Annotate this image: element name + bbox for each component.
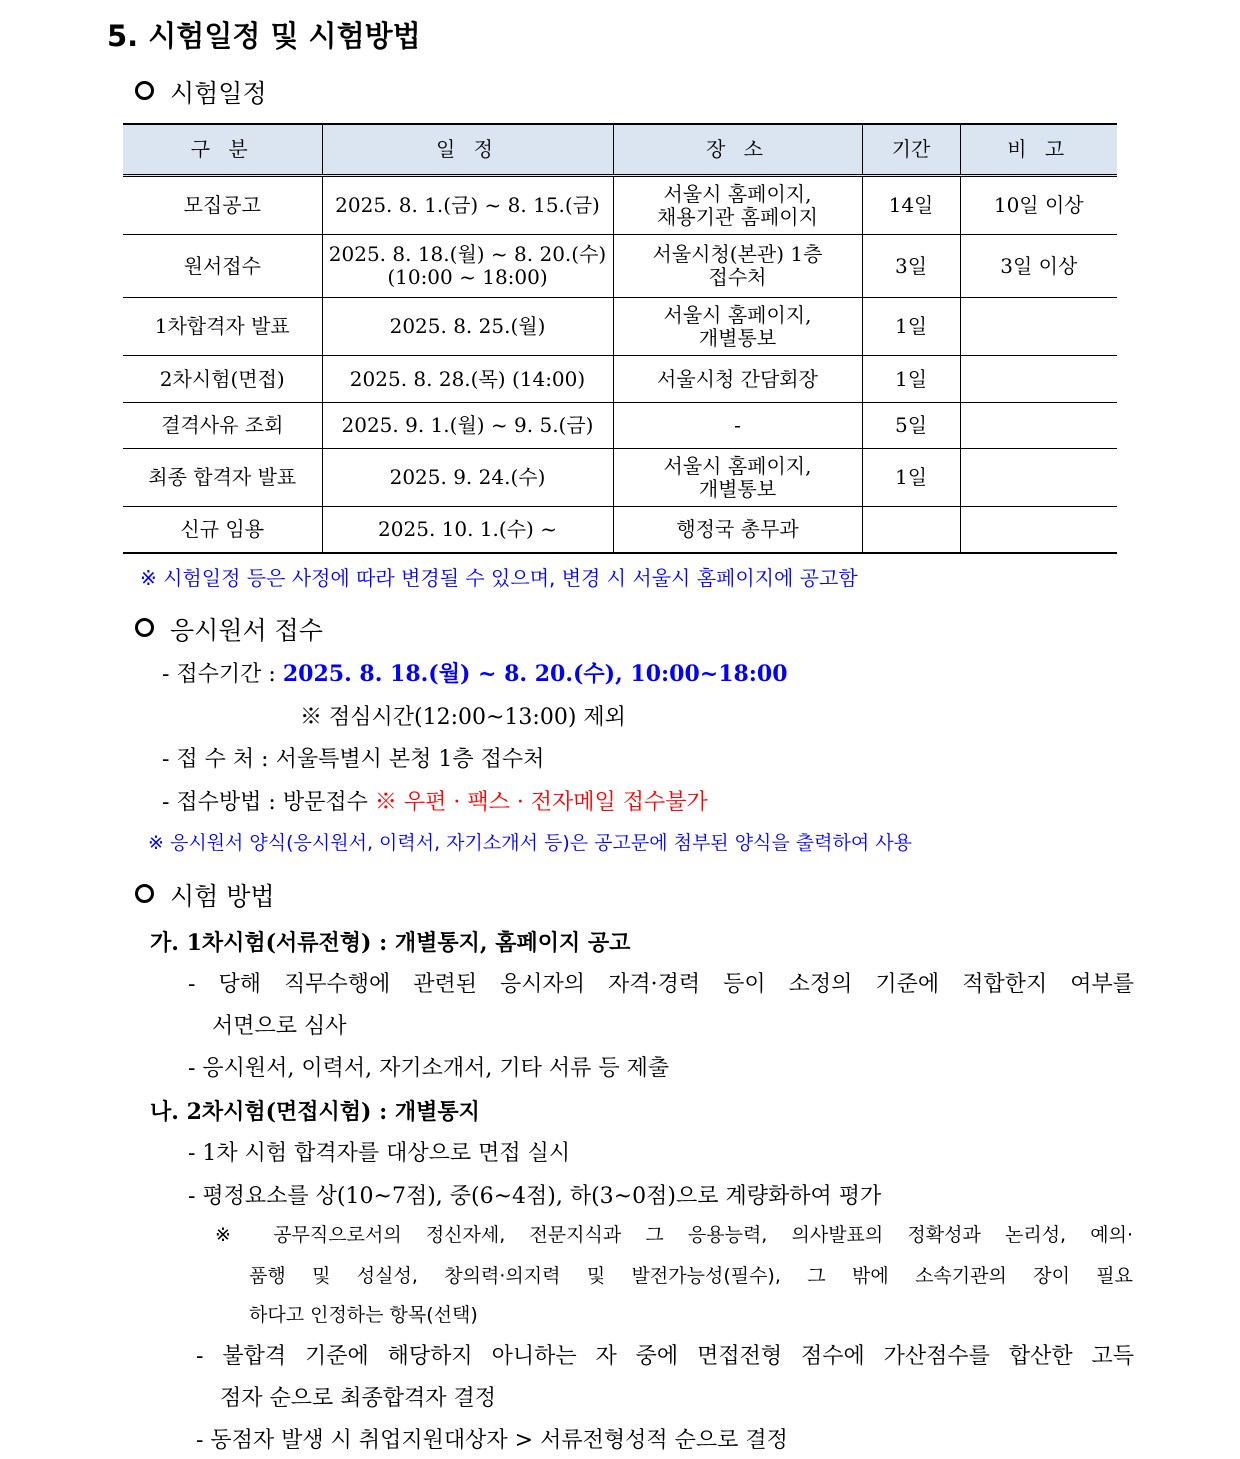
table-row [123,507,1117,553]
evaluation-note-cont2: 하다고 인정하는 항목(선택) [249,1304,478,1326]
cell-category: 원서접수 [123,235,322,298]
cell-place: 서울시 홈페이지, 개별통보 [613,298,862,356]
cell-category: 결격사유 조회 [123,403,322,449]
cell-place: 서울시청 간담회장 [613,356,862,403]
cell-category: 신규 임용 [123,507,322,553]
cell-date: 2025. 8. 28.(목) (14:00) [322,356,613,403]
cell-note: 10일 이상 [960,176,1117,235]
cell-period: 1일 [862,356,960,403]
table-row [123,356,1117,403]
cell-category: 2차시험(면접) [123,356,322,403]
second-exam-item2: - 평정요소를 상(10~7점), 중(6~4점), 하(3~0점)으로 계량화하여 평가 [188,1184,882,1209]
cell-period [862,507,960,553]
circle-bullet-icon [135,618,154,637]
cell-period: 3일 [862,235,960,298]
first-exam-title: 가. 1차시험(서류전형) : 개별통지, 홈페이지 공고 [150,930,631,956]
cell-note [960,507,1117,553]
application-period-value: 2025. 8. 18.(월) ~ 8. 20.(수), 10:00~18:00 [282,661,788,687]
evaluation-note-cont1: 품행 및 성실성, 창의력·의지력 및 발전가능성(필수), 그 밖에 소속기관의 장이 필요 [249,1265,1133,1287]
second-exam-item4: - 동점자 발생 시 취업지원대상자 > 서류전형성적 순으로 결정 [196,1428,788,1453]
cell-date: 2025. 8. 1.(금) ~ 8. 15.(금) [322,176,613,235]
application-heading: 응시원서 접수 [135,611,323,647]
cell-period: 1일 [862,449,960,507]
first-exam-item1-cont: 서면으로 심사 [212,1014,347,1039]
section-title: 5. 시험일정 및 시험방법 [107,19,421,53]
table-row [123,449,1117,507]
cell-date: 2025. 9. 1.(월) ~ 9. 5.(금) [322,403,613,449]
circle-bullet-icon [135,81,154,100]
cell-date: 2025. 9. 24.(수) [322,449,613,507]
cell-place: - [613,403,862,449]
evaluation-note: ※ 공무직으로서의 정신자세, 전문지식과 그 응용능력, 의사발표의 정확성과 논리성, 예의· [215,1224,1133,1246]
application-place: - 접 수 처 : 서울특별시 본청 1층 접수처 [162,747,545,772]
table-row [123,176,1117,235]
second-exam-item1: - 1차 시험 합격자를 대상으로 면접 실시 [188,1141,571,1166]
schedule-change-note: ※ 시험일정 등은 사정에 따라 변경될 수 있으며, 변경 시 서울시 홈페이지에 공고함 [140,566,858,590]
cell-note: 3일 이상 [960,235,1117,298]
header-place: 장 소 [613,124,862,176]
cell-place: 서울시청(본관) 1층 접수처 [613,235,862,298]
second-exam-item3: - 불합격 기준에 해당하지 아니하는 자 중에 면접전형 점수에 가산점수를 합산한 고득 [196,1344,1134,1369]
cell-date: 2025. 8. 25.(월) [322,298,613,356]
circle-bullet-icon [135,884,154,903]
table-row [123,298,1117,356]
cell-note [960,356,1117,403]
cell-period: 1일 [862,298,960,356]
second-exam-title: 나. 2차시험(면접시험) : 개별통지 [150,1099,480,1125]
form-note: ※ 응시원서 양식(응시원서, 이력서, 자기소개서 등)은 공고문에 첨부된 양식을 출력하여 사용 [148,832,912,854]
header-date: 일 정 [322,124,613,176]
method-warning: ※ 우편 · 팩스 · 전자메일 접수불가 [374,790,708,815]
cell-note [960,298,1117,356]
cell-place: 행정국 총무과 [613,507,862,553]
header-period: 기간 [862,124,960,176]
cell-place: 서울시 홈페이지, 개별통보 [613,449,862,507]
cell-category: 최종 합격자 발표 [123,449,322,507]
cell-period: 5일 [862,403,960,449]
method-heading: 시험 방법 [135,877,275,913]
header-category: 구 분 [123,124,322,176]
table-row [123,403,1117,449]
cell-note [960,449,1117,507]
second-exam-item3-cont: 점자 순으로 최종합격자 결정 [220,1386,497,1411]
cell-place: 서울시 홈페이지, 채용기관 홈페이지 [613,176,862,235]
schedule-heading: 시험일정 [135,74,267,110]
table-row [123,235,1117,298]
application-method: - 접수방법 : 방문접수 ※ 우편 · 팩스 · 전자메일 접수불가 [162,790,708,815]
application-period: - 접수기간 : 2025. 8. 18.(월) ~ 8. 20.(수), 10:00~18:00 [162,661,788,687]
cell-date: 2025. 8. 18.(월) ~ 8. 20.(수) (10:00 ~ 18:00) [322,235,613,298]
cell-note [960,403,1117,449]
cell-category: 모집공고 [123,176,322,235]
lunch-note: ※ 점심시간(12:00~13:00) 제외 [300,705,626,730]
first-exam-item1: - 당해 직무수행에 관련된 응시자의 자격·경력 등이 소정의 기준에 적합한지 여부를 [188,972,1134,997]
first-exam-item2: - 응시원서, 이력서, 자기소개서, 기타 서류 등 제출 [188,1056,670,1081]
header-note: 비 고 [960,124,1117,176]
cell-period: 14일 [862,176,960,235]
cell-date: 2025. 10. 1.(수) ~ [322,507,613,553]
schedule-table [123,123,1117,554]
cell-category: 1차합격자 발표 [123,298,322,356]
table-header-row [123,124,1117,176]
